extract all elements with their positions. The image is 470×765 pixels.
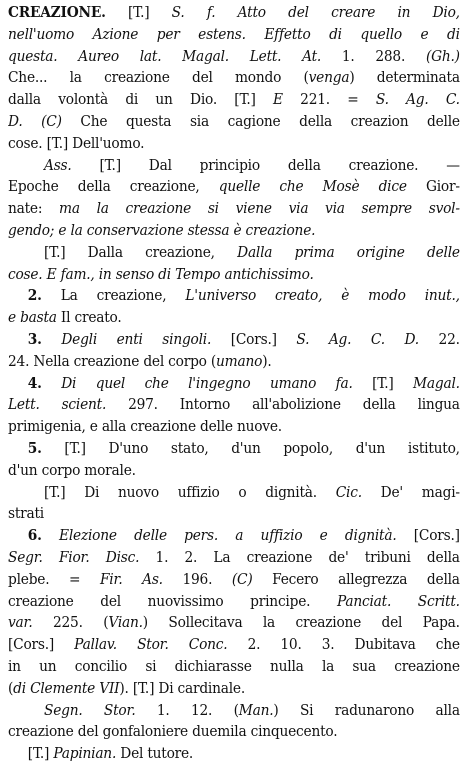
text-segment: 221. [282, 90, 348, 109]
text-segment: = [347, 90, 376, 109]
italic-text: Cic. [335, 482, 362, 501]
entry-line [8, 700, 460, 722]
entry-line [8, 612, 460, 634]
text-segment: primigenia, e alla creazione delle nuove. [8, 417, 282, 436]
text-segment: ) determinata [349, 68, 460, 87]
text-segment [42, 374, 62, 392]
italic-text: var. [8, 613, 33, 632]
text-segment: nate: [8, 199, 60, 218]
entry-line [8, 743, 460, 765]
sense-number: 3. [27, 329, 42, 348]
entry-line [8, 373, 460, 395]
text-segment: [T.] [27, 744, 54, 763]
entry-line [8, 656, 460, 678]
entry-line [8, 155, 460, 177]
entry-line [8, 176, 460, 198]
italic-text: Man. [238, 700, 274, 719]
text-segment: [T.] [352, 373, 414, 392]
text-segment: ) Si radunarono alla [273, 700, 460, 719]
italic-text: e basta [8, 308, 57, 327]
italic-text: Lett. scient. [8, 395, 107, 414]
text-segment: 2. 10. 3. Dubitava che [227, 635, 460, 654]
text-segment: La creazione, [41, 286, 186, 305]
italic-text: Ass. [44, 155, 72, 174]
text-segment: 24. Nella creazione del corpo ( [8, 351, 217, 370]
dictionary-entry-creazione [8, 2, 462, 765]
text-segment: Il creato. [56, 308, 122, 327]
entry-line [8, 242, 460, 264]
text-segment: 1. 288. [321, 46, 426, 65]
italic-text: quelle che Mosè dice [218, 177, 407, 196]
entry-line [8, 198, 460, 220]
text-segment: 225. ( [32, 613, 109, 632]
entry-line [8, 2, 460, 24]
italic-text: Magal. [413, 373, 460, 392]
italic-text: nell'uomo Azione per estens. Effetto di quello e di [8, 24, 460, 43]
entry-line [8, 220, 460, 242]
entry-line [8, 438, 460, 460]
text-segment: [Cors.] [396, 526, 460, 545]
text-segment [42, 330, 62, 348]
italic-text: Fir. As. [99, 569, 163, 588]
italic-text: Vian. [108, 613, 143, 632]
text-segment: [Cors.] [211, 329, 297, 348]
italic-text: Segr. Fior. Disc. [8, 547, 140, 566]
entry-line [8, 525, 460, 547]
entry-line [8, 416, 460, 438]
text-segment: [Cors.] [8, 635, 75, 654]
text-segment: 196. [162, 569, 232, 588]
entry-line [8, 591, 460, 613]
text-segment: in un concilio si dichiarasse nulla la sua creazione [8, 656, 460, 675]
italic-text: D. (C) [8, 111, 62, 130]
text-segment: ( [8, 678, 14, 697]
text-segment: Fecero allegrezza della [252, 569, 460, 588]
text-segment: Del tutore. [116, 744, 194, 763]
entry-line [8, 264, 460, 286]
text-segment: [T.] [105, 3, 172, 21]
text-segment [42, 526, 59, 544]
sense-number: 5. [27, 438, 42, 457]
text-segment: Gior- [406, 177, 460, 196]
entry-line [8, 394, 460, 416]
text-segment: creazione del nuovissimo principe. [8, 591, 337, 610]
text-segment: dalla volontà di un Dio. [T.] [8, 90, 274, 109]
italic-text: S. Ag. C. D. [296, 329, 419, 348]
sense-number: 4. [27, 373, 42, 392]
italic-text: Papinian. [53, 744, 117, 763]
text-segment: ). [262, 351, 272, 370]
italic-text: Dalla prima origine delle [237, 242, 460, 261]
text-segment: [T.] D'uno stato, d'un popolo, d'un istituto, [41, 438, 460, 457]
text-segment: d'un corpo morale. [8, 460, 136, 479]
text-segment: creazione del gonfaloniere duemila cinquecento. [8, 722, 338, 741]
text-segment: cose. [T.] Dell'uomo. [8, 133, 145, 152]
italic-text: cose. E fam., in senso di Tempo antichissimo. [8, 264, 314, 283]
text-segment: ) Sollecitava la creazione del Papa. [142, 613, 460, 632]
entry-line [8, 46, 460, 68]
entry-line [8, 482, 460, 504]
entry-line [8, 678, 460, 700]
italic-text: Elezione delle pers. a uffizio e dignità. [59, 526, 397, 545]
italic-text: Pallav. Stor. Conc. [74, 635, 228, 654]
entry-line [8, 634, 460, 656]
entry-line [8, 24, 460, 46]
entry-line [8, 503, 460, 525]
text-segment: ). [T.] Di cardinale. [119, 678, 245, 697]
entry-line [8, 329, 460, 351]
italic-text: (Gh.) [425, 46, 460, 65]
text-segment: [T.] Di nuovo uffizio o dignità. [44, 482, 336, 501]
italic-text: umano [216, 351, 263, 370]
italic-text: S. Ag. C. [375, 90, 460, 109]
entry-line [8, 285, 460, 307]
text-segment: Epoche della creazione, [8, 177, 219, 196]
text-segment: 1. 2. La creazione de' tribuni della [139, 547, 460, 566]
italic-text: venga [308, 68, 350, 87]
entry-line [8, 721, 460, 743]
entry-line [8, 460, 460, 482]
entry-line [8, 111, 460, 133]
entry-line [8, 351, 460, 373]
entry-line [8, 133, 460, 155]
text-segment: 22. [418, 329, 460, 348]
text-segment: De' magi- [361, 482, 460, 501]
italic-text: di Clemente VII [13, 678, 120, 697]
italic-text: L'universo creato, è modo inut., [185, 286, 460, 305]
text-segment: [T.] Dal principio della creazione. — [71, 155, 460, 174]
sense-number: 2. [27, 286, 42, 305]
text-segment: 1. 12. ( [135, 700, 239, 719]
entry-line [8, 89, 460, 111]
italic-text: ma la creazione si viene via via sempre svol- [59, 199, 460, 218]
entry-line [8, 67, 460, 89]
text-segment: strati [8, 504, 44, 523]
text-segment: plebe. = [8, 569, 100, 588]
italic-text: Panciat. Scritt. [336, 591, 460, 610]
text-segment: Che... la creazione del mondo ( [8, 68, 309, 87]
italic-text: Di quel che l'ingegno umano fa. [61, 373, 353, 392]
headword: CREAZIONE. [8, 3, 106, 21]
italic-text: questa. Aureo lat. Magal. Lett. At. [8, 46, 322, 65]
italic-text: Degli enti singoli. [61, 329, 212, 348]
text-segment: [T.] Dalla creazione, [44, 242, 238, 261]
entry-line [8, 569, 460, 591]
text-segment: Che questa sia cagione della creazion delle [61, 111, 460, 130]
entry-line [8, 547, 460, 569]
text-segment: 297. Intorno all'abolizione della lingua [106, 395, 460, 414]
italic-text: Segn. Stor. [44, 700, 136, 719]
italic-text: (C) [231, 569, 253, 588]
entry-line [8, 307, 460, 329]
italic-text: gendo; e la conservazione stessa è creazione. [8, 220, 316, 239]
italic-text: E [273, 90, 283, 109]
italic-text: S. f. Atto del creare in Dio, [171, 3, 460, 21]
sense-number: 6. [27, 526, 42, 545]
